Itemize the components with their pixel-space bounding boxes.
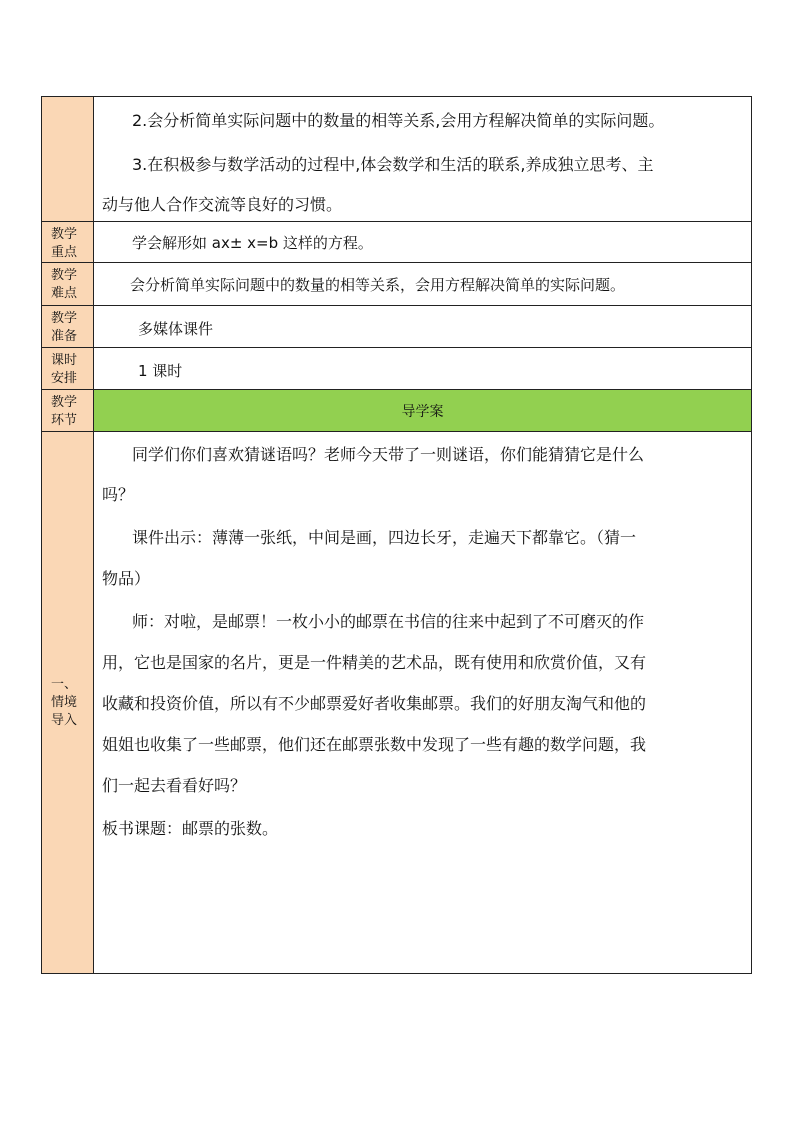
key-points-row [42, 222, 751, 263]
key-points-text: 学会解形如 ax± x=b 这样的方程。 [132, 234, 373, 252]
section-header-row [42, 390, 751, 432]
goals-label-cell [42, 97, 94, 221]
section-header-label-line2: 环节 [51, 413, 78, 428]
preparation-label [42, 306, 94, 347]
intro-paragraph-line: 收藏和投资价值，所以有不少邮票爱好者收集邮票。我们的好朋友淘气和他的 [102, 694, 647, 713]
intro-paragraph-line: 吗？ [102, 485, 135, 504]
intro-content-cell [94, 432, 751, 973]
schedule-text: 1 课时 [138, 362, 183, 380]
intro-label-line1: 一、 [51, 676, 78, 692]
lesson-plan-table [41, 96, 752, 974]
goals-content-cell [94, 97, 751, 221]
schedule-content-cell [94, 348, 751, 389]
schedule-label-line1: 课时 [51, 353, 78, 368]
intro-row [42, 432, 751, 973]
section-header-cell [94, 390, 751, 431]
section-header-label-line1: 教学 [51, 395, 78, 410]
intro-label-line3: 导入 [51, 712, 78, 728]
intro-paragraph-line: 们一起去看看好吗？ [102, 776, 247, 795]
schedule-row [42, 348, 751, 390]
intro-paragraph-line: 师：对啦，是邮票！一枚小小的邮票在书信的往来中起到了不可磨灭的作 [132, 612, 645, 631]
goal-line-3a: 3.在积极参与数学活动的过程中,体会数学和生活的联系,养成独立思考、主 [132, 155, 654, 174]
intro-label-line2: 情境 [51, 694, 78, 710]
difficulties-label [42, 263, 94, 305]
schedule-label-line2: 安排 [51, 371, 78, 386]
difficulties-text: 会分析简单实际问题中的数量的相等关系，会用方程解决简单的实际问题。 [130, 276, 626, 294]
intro-paragraph-line: 姐姐也收集了一些邮票，他们还在邮票张数中发现了一些有趣的数学问题，我 [102, 735, 647, 754]
key-points-label [42, 222, 94, 262]
key-points-label-line2: 重点 [51, 245, 78, 260]
preparation-content-cell [94, 306, 751, 347]
intro-paragraph-line: 课件出示：薄薄一张纸，中间是画，四边长牙，走遍天下都靠它。（猜一 [132, 528, 637, 547]
intro-paragraph-line: 物品） [102, 569, 151, 588]
difficulties-label-line2: 难点 [51, 286, 78, 301]
intro-paragraph-line: 板书课题：邮票的张数。 [102, 819, 279, 838]
section-header-label [42, 390, 94, 431]
preparation-row [42, 306, 751, 348]
goals-row [42, 97, 751, 222]
schedule-label [42, 348, 94, 389]
goal-line-3b: 动与他人合作交流等良好的习惯。 [102, 195, 343, 214]
preparation-label-line1: 教学 [51, 311, 78, 326]
difficulties-label-line1: 教学 [51, 268, 78, 283]
intro-paragraph-line: 用，它也是国家的名片，更是一件精美的艺术品，既有使用和欣赏价值，又有 [102, 653, 647, 672]
section-header-text: 导学案 [401, 404, 444, 420]
intro-label [42, 432, 94, 973]
difficulties-content-cell [94, 263, 751, 305]
preparation-text: 多媒体课件 [138, 320, 214, 338]
difficulties-row [42, 263, 751, 306]
key-points-label-line1: 教学 [51, 227, 78, 242]
intro-paragraph-line: 同学们你们喜欢猜谜语吗？老师今天带了一则谜语，你们能猜猜它是什么 [132, 445, 645, 464]
key-points-content-cell [94, 222, 751, 262]
goal-line-2: 2.会分析简单实际问题中的数量的相等关系,会用方程解决简单的实际问题。 [132, 111, 665, 130]
preparation-label-line2: 准备 [51, 329, 78, 344]
